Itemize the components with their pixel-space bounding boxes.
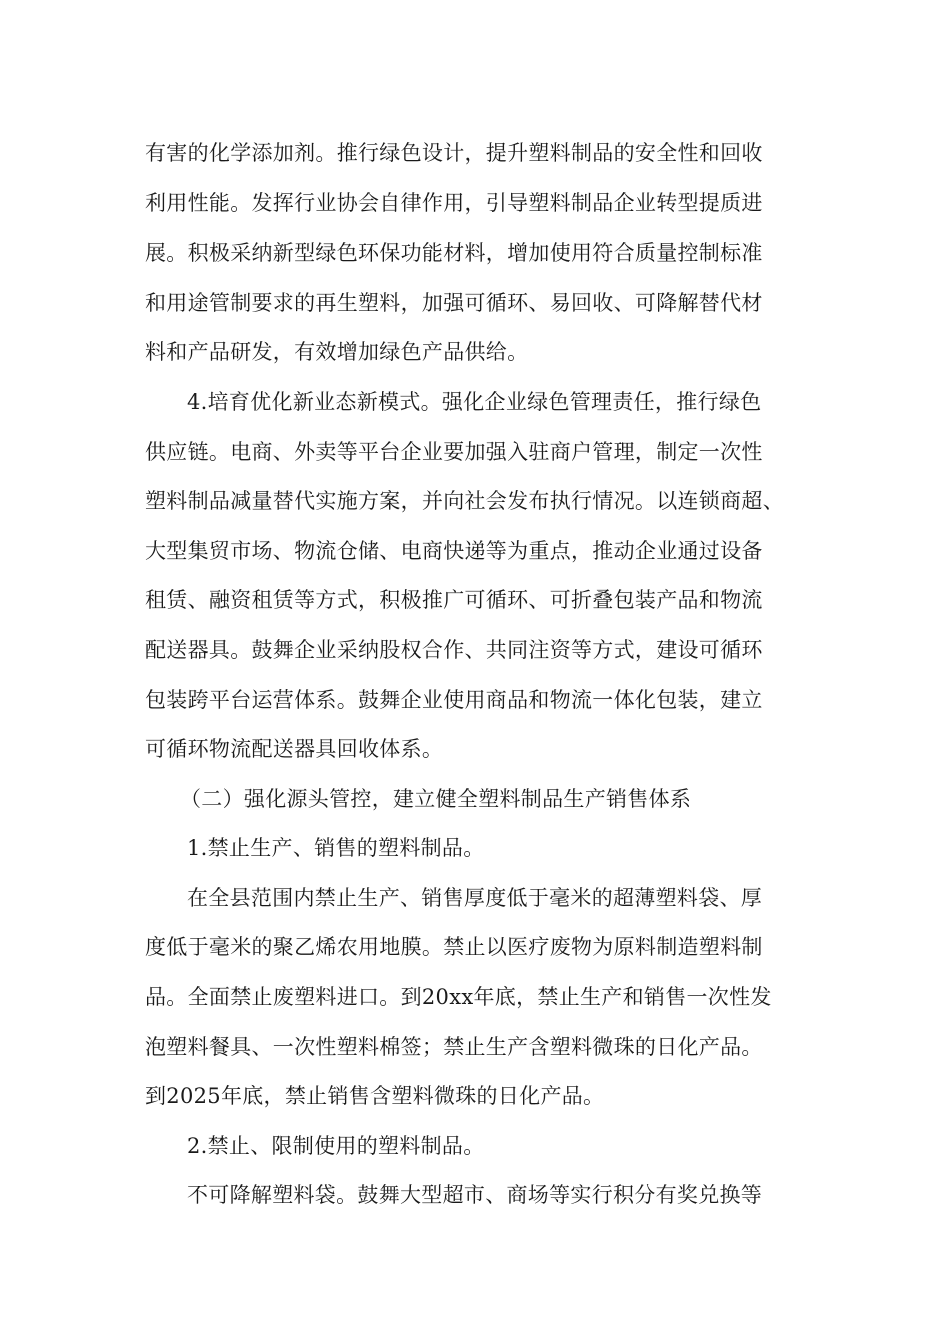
paragraph-heading-1: 1.禁止生产、销售的塑料制品。 xyxy=(187,836,485,860)
text-line: 和用途管制要求的再生塑料，加强可循环、易回收、可降解替代材 xyxy=(145,291,763,315)
text-line: 度低于毫米的聚乙烯农用地膜。禁止以医疗废物为原料制造塑料制 xyxy=(145,935,763,959)
paragraph-heading-4: 4.培育优化新业态新模式。强化企业绿色管理责任，推行绿色 xyxy=(187,390,762,414)
section-heading: （二）强化源头管控，建立健全塑料制品生产销售体系 xyxy=(180,787,692,811)
text-line: 租赁、融资租赁等方式，积极推广可循环、可折叠包装产品和物流 xyxy=(145,588,763,612)
text-line: 塑料制品减量替代实施方案，并向社会发布执行情况。以连锁商超、 xyxy=(145,489,784,513)
text-line: 包装跨平台运营体系。鼓舞企业使用商品和物流一体化包装，建立 xyxy=(145,688,763,712)
text-line: 有害的化学添加剂。推行绿色设计，提升塑料制品的安全性和回收 xyxy=(145,141,763,165)
text-line: 利用性能。发挥行业协会自律作用，引导塑料制品企业转型提质进 xyxy=(145,191,763,215)
text-line: 供应链。电商、外卖等平台企业要加强入驻商户管理，制定一次性 xyxy=(145,440,763,464)
text-line: 品。全面禁止废塑料进口。到20xx年底，禁止生产和销售一次性发 xyxy=(145,985,772,1009)
text-line: 料和产品研发，有效增加绿色产品供给。 xyxy=(145,340,529,364)
text-line: 可循环物流配送器具回收体系。 xyxy=(145,737,444,761)
text-line: 在全县范围内禁止生产、销售厚度低于毫米的超薄塑料袋、厚 xyxy=(187,886,763,910)
text-line: 不可降解塑料袋。鼓舞大型超市、商场等实行积分有奖兑换等 xyxy=(187,1183,763,1207)
text-line: 到2025年底，禁止销售含塑料微珠的日化产品。 xyxy=(145,1084,605,1108)
text-line: 展。积极采纳新型绿色环保功能材料，增加使用符合质量控制标准 xyxy=(145,241,763,265)
paragraph-heading-2: 2.禁止、限制使用的塑料制品。 xyxy=(187,1134,485,1158)
text-line: 大型集贸市场、物流仓储、电商快递等为重点，推动企业通过设备 xyxy=(145,539,763,563)
text-line: 配送器具。鼓舞企业采纳股权合作、共同注资等方式，建设可循环 xyxy=(145,638,763,662)
text-line: 泡塑料餐具、一次性塑料棉签；禁止生产含塑料微珠的日化产品。 xyxy=(145,1035,763,1059)
